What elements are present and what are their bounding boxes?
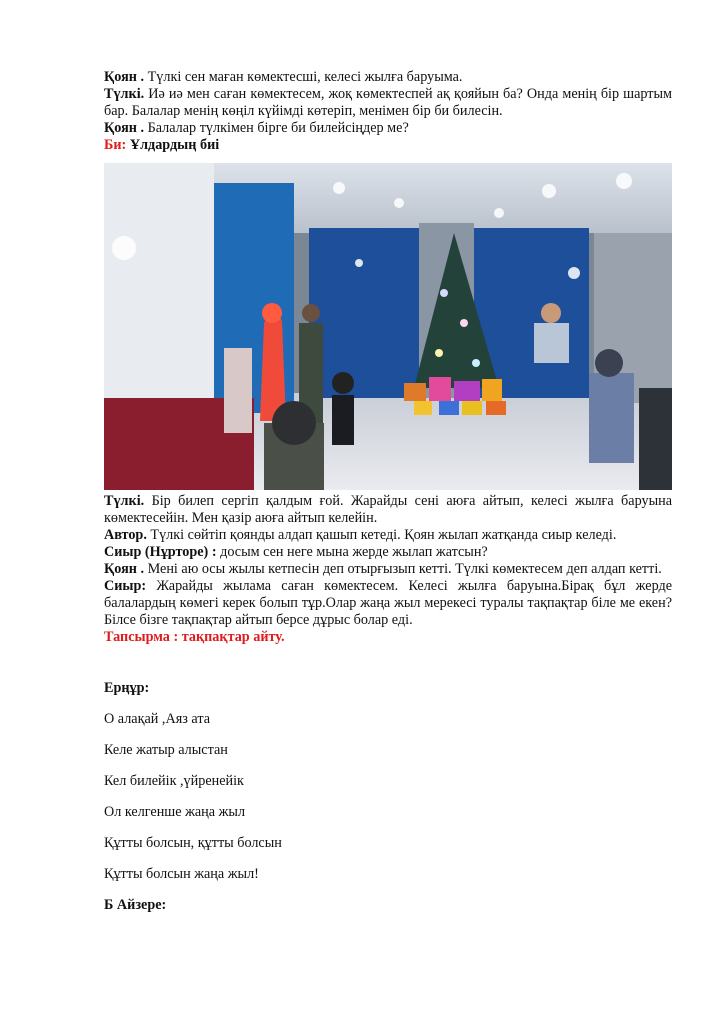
speech: Түлкі сен маған көмектесші, келесі жылға баруыма. xyxy=(144,69,463,85)
speaker: Сиыр: xyxy=(104,578,147,594)
dance-label: Би: xyxy=(104,137,127,153)
speech: Иә иә мен саған көмектесем, жоқ көмектеспей ақ қояйын ба? Онда менің бір шартым бар. Балалар менің көңіл күйімді көтеріп, менімен бір би билесін. xyxy=(104,86,672,119)
poem-line: Келе жатыр алыстан xyxy=(104,742,228,758)
speech: Бір билеп сергіп қалдым ғой. Жарайды сені аюға айтып, келесі жылға баруына көмектесейін. Мен қазір аюға айтып келейін. xyxy=(104,493,672,526)
poem-line: Құтты болсын, құтты болсын xyxy=(104,835,282,851)
speaker: Автор. xyxy=(104,527,147,543)
speech: Түлкі сөйтіп қоянды алдап қашып кетеді. Қоян жылап жатқанда сиыр келеді. xyxy=(146,527,617,543)
spacer xyxy=(104,646,672,680)
speaker: Сиыр (Нұрторе) : xyxy=(104,544,217,560)
dialogue-line xyxy=(104,120,672,137)
dialogue-line xyxy=(104,69,672,86)
speaker: Түлкі. xyxy=(104,86,145,102)
speaker: Қоян . xyxy=(104,561,145,577)
poem-author: Ерңұр: xyxy=(104,680,150,696)
speech: Балалар түлкімен бірге би билейсіңдер ме? xyxy=(144,120,409,136)
task-heading: Тапсырма : тақпақтар айту. xyxy=(104,629,285,645)
poem-line: Құтты болсын жаңа жыл! xyxy=(104,866,259,882)
speaker: Қоян . xyxy=(104,120,145,136)
dialogue-line xyxy=(104,561,672,578)
dialogue-line xyxy=(104,544,672,561)
speaker: Түлкі. xyxy=(104,493,145,509)
speech: Мені аю осы жылы кетпесін деп отырғызып кетті. Түлкі көмектесем деп алдап кетті. xyxy=(144,561,662,577)
dance-heading xyxy=(104,137,672,154)
dialogue-line xyxy=(104,578,672,629)
poem-line: О алақай ,Аяз ата xyxy=(104,711,210,727)
event-photo xyxy=(104,163,672,490)
dialogue-line xyxy=(104,493,672,527)
poem-line: Кел билейік ,үйренейік xyxy=(104,773,244,789)
dialogue-line xyxy=(104,86,672,120)
speech: досым сен неге мына жерде жылап жатсын? xyxy=(216,544,488,560)
speech: Жарайды жылама саған көмектесем. Келесі жылға баруына.Бірақ бұл жерде балалардың көмегі керек болып тұр.Олар жаңа жыл мерекесі туралы тақпақтар біле ме екен?Білсе бізге тақпақтар айтып берсе дұрыс болар еді. xyxy=(104,578,672,628)
poem-line: Ол келгенше жаңа жыл xyxy=(104,804,246,820)
photo-illustration xyxy=(104,163,672,490)
speaker: Қоян . xyxy=(104,69,145,85)
document-page xyxy=(104,69,672,914)
next-author: Б Айзере: xyxy=(104,897,167,913)
dance-title: Ұлдардың биі xyxy=(126,137,220,153)
dialogue-line xyxy=(104,527,672,544)
